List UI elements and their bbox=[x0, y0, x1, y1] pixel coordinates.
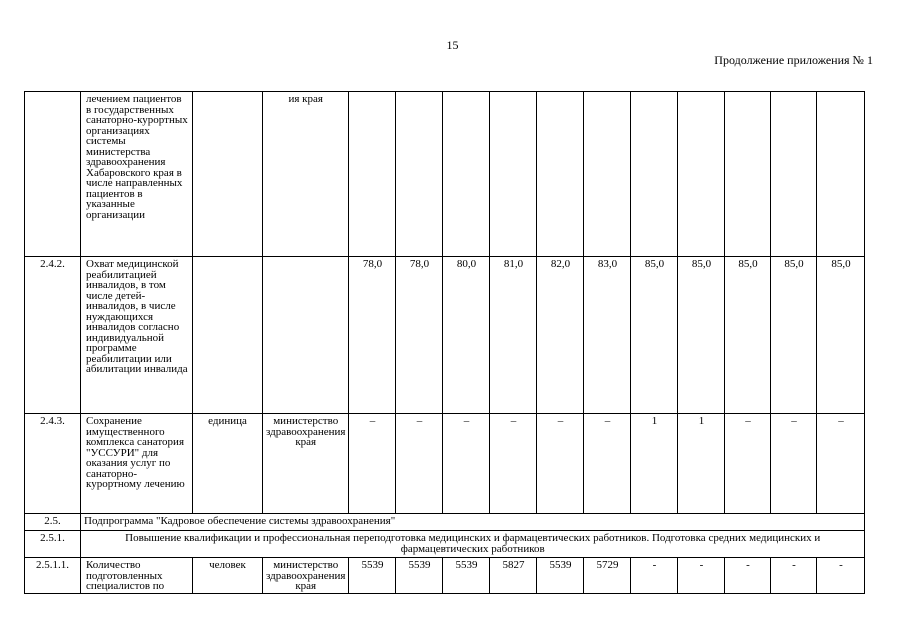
row-number: 2.4.3. bbox=[25, 414, 81, 514]
indicator-name: Сохранение имущественного комплекса санатория "УССУРИ" для оказания услуг по санаторно-курортному лечению bbox=[81, 414, 193, 514]
row-number: 2.5.1.1. bbox=[25, 558, 81, 594]
value-cell: 81,0 bbox=[490, 257, 537, 414]
value-cell bbox=[631, 92, 678, 257]
table-row bbox=[25, 92, 865, 257]
value-cell: 1 bbox=[631, 414, 678, 514]
value-cell: 5827 bbox=[490, 558, 537, 594]
activity-title: Повышение квалификации и профессиональная переподготовка медицинских и фармацевтических работников. Подготовка средних медицинских и фармацевтических работников bbox=[81, 531, 865, 558]
table-row bbox=[25, 558, 865, 594]
value-cell: – bbox=[490, 414, 537, 514]
row-number bbox=[25, 92, 81, 257]
value-cell: 5729 bbox=[584, 558, 631, 594]
value-cell: 80,0 bbox=[443, 257, 490, 414]
value-cell: - bbox=[817, 558, 865, 594]
value-cell: - bbox=[771, 558, 817, 594]
owner-cell: министерство здравоохранения края bbox=[263, 414, 349, 514]
unit-cell bbox=[193, 257, 263, 414]
value-cell: – bbox=[443, 414, 490, 514]
value-cell bbox=[443, 92, 490, 257]
value-cell: – bbox=[817, 414, 865, 514]
value-cell bbox=[817, 92, 865, 257]
value-cell: – bbox=[771, 414, 817, 514]
value-cell: – bbox=[584, 414, 631, 514]
table-row bbox=[25, 257, 865, 414]
value-cell bbox=[678, 92, 725, 257]
subprogram-title: Подпрограмма "Кадровое обеспечение системы здравоохранения" bbox=[81, 514, 865, 531]
value-cell: 5539 bbox=[349, 558, 396, 594]
page-number: 15 bbox=[446, 38, 459, 52]
value-cell: 85,0 bbox=[725, 257, 771, 414]
indicator-name: Количество подготовленных специалистов по bbox=[81, 558, 193, 594]
table-row bbox=[25, 531, 865, 558]
value-cell: - bbox=[631, 558, 678, 594]
unit-cell: единица bbox=[193, 414, 263, 514]
value-cell: 85,0 bbox=[678, 257, 725, 414]
indicators-table bbox=[24, 91, 865, 594]
value-cell bbox=[725, 92, 771, 257]
value-cell: 78,0 bbox=[349, 257, 396, 414]
indicator-name: Охват медицинской реабилитацией инвалидов, в том числе детей-инвалидов, в числе нуждающихся инвалидов согласно индивидуальной программе реабилитации или абилитации инвалида bbox=[81, 257, 193, 414]
table-row bbox=[25, 514, 865, 531]
value-cell: 5539 bbox=[396, 558, 443, 594]
value-cell bbox=[771, 92, 817, 257]
owner-cell: министерство здравоохранения края bbox=[263, 558, 349, 594]
value-cell: - bbox=[678, 558, 725, 594]
continuation-label: Продолжение приложения № 1 bbox=[714, 53, 873, 67]
value-cell: 85,0 bbox=[817, 257, 865, 414]
value-cell: 5539 bbox=[443, 558, 490, 594]
value-cell: – bbox=[537, 414, 584, 514]
value-cell bbox=[396, 92, 443, 257]
value-cell bbox=[584, 92, 631, 257]
value-cell: 78,0 bbox=[396, 257, 443, 414]
value-cell: 1 bbox=[678, 414, 725, 514]
value-cell: - bbox=[725, 558, 771, 594]
value-cell bbox=[490, 92, 537, 257]
row-number: 2.5.1. bbox=[25, 531, 81, 558]
value-cell: 5539 bbox=[537, 558, 584, 594]
unit-cell bbox=[193, 92, 263, 257]
value-cell: – bbox=[349, 414, 396, 514]
value-cell: 85,0 bbox=[631, 257, 678, 414]
unit-cell: человек bbox=[193, 558, 263, 594]
row-number: 2.4.2. bbox=[25, 257, 81, 414]
owner-cell bbox=[263, 257, 349, 414]
value-cell bbox=[537, 92, 584, 257]
owner-cell: ия края bbox=[263, 92, 349, 257]
table-row bbox=[25, 414, 865, 514]
value-cell bbox=[349, 92, 396, 257]
value-cell: 85,0 bbox=[771, 257, 817, 414]
value-cell: – bbox=[396, 414, 443, 514]
value-cell: 83,0 bbox=[584, 257, 631, 414]
indicator-name: лечением пациентов в государственных санаторно-курортных организациях системы министерства здравоохранения Хабаровского края в числе направленных пациентов в указанные организации bbox=[81, 92, 193, 257]
value-cell: – bbox=[725, 414, 771, 514]
row-number: 2.5. bbox=[25, 514, 81, 531]
value-cell: 82,0 bbox=[537, 257, 584, 414]
